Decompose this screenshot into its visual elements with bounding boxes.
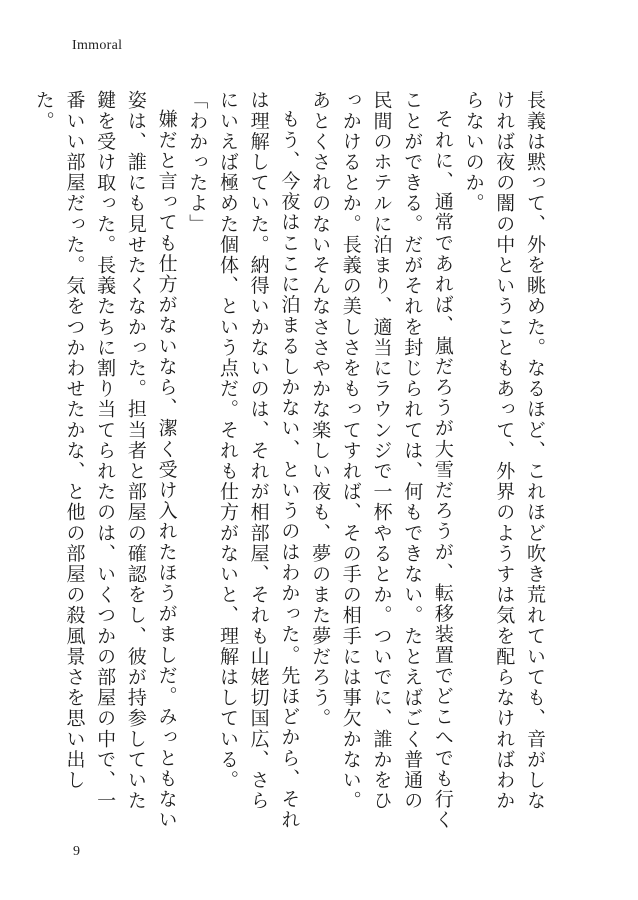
dialogue-line: 「わかったよ」 [186, 90, 209, 235]
page-number: 9 [73, 844, 80, 859]
running-title: Immoral [72, 38, 123, 53]
paragraph-4: 嫌だと言っても仕方がないなら、潔く受け入れたほうがましだ。みっともない姿は、誰にも見せたくなかった。担当者と部屋の確認をし、彼が持参していた鍵を受け取った。長義たちに割り当てられたのは、いくつかの部屋の中で、一番いい部屋だった。気をつかわせたかな、と他の部屋の殺風景さを思い出した。 [32, 90, 178, 830]
vertical-body-text [28, 90, 550, 830]
paragraph-2: それに、通常であれば、嵐だろうが大雪だろうが、転移装置でどこへでも行くことができる。だがそれを封じられては、何もできない。たとえばごく普通の民間のホテルに泊まり、適当にラウンジで一杯やるとか。ついでに、誰かをひっかけるとか。長義の美しさをもってすれば、その手の相手には事欠かない。あとくされのないそんなささやかな楽しい夜も、夢のまた夢だろう。 [309, 90, 454, 830]
paragraph-3: もう、今夜はここに泊まるしかない、というのはわかった。先ほどから、それは理解していた。納得いかないのは、それが相部屋、それも山姥切国広、さらにいえば極めた個体、という点だ。それも仕方がないと、理解はしている。 [216, 90, 301, 830]
paragraph-1: 長義は黙って、外を眺めた。なるほど、これほど吹き荒れていても、音がしなければ夜の闇の中ということもあって、外界のようすは気を配らなければわからないのか。 [462, 90, 546, 811]
